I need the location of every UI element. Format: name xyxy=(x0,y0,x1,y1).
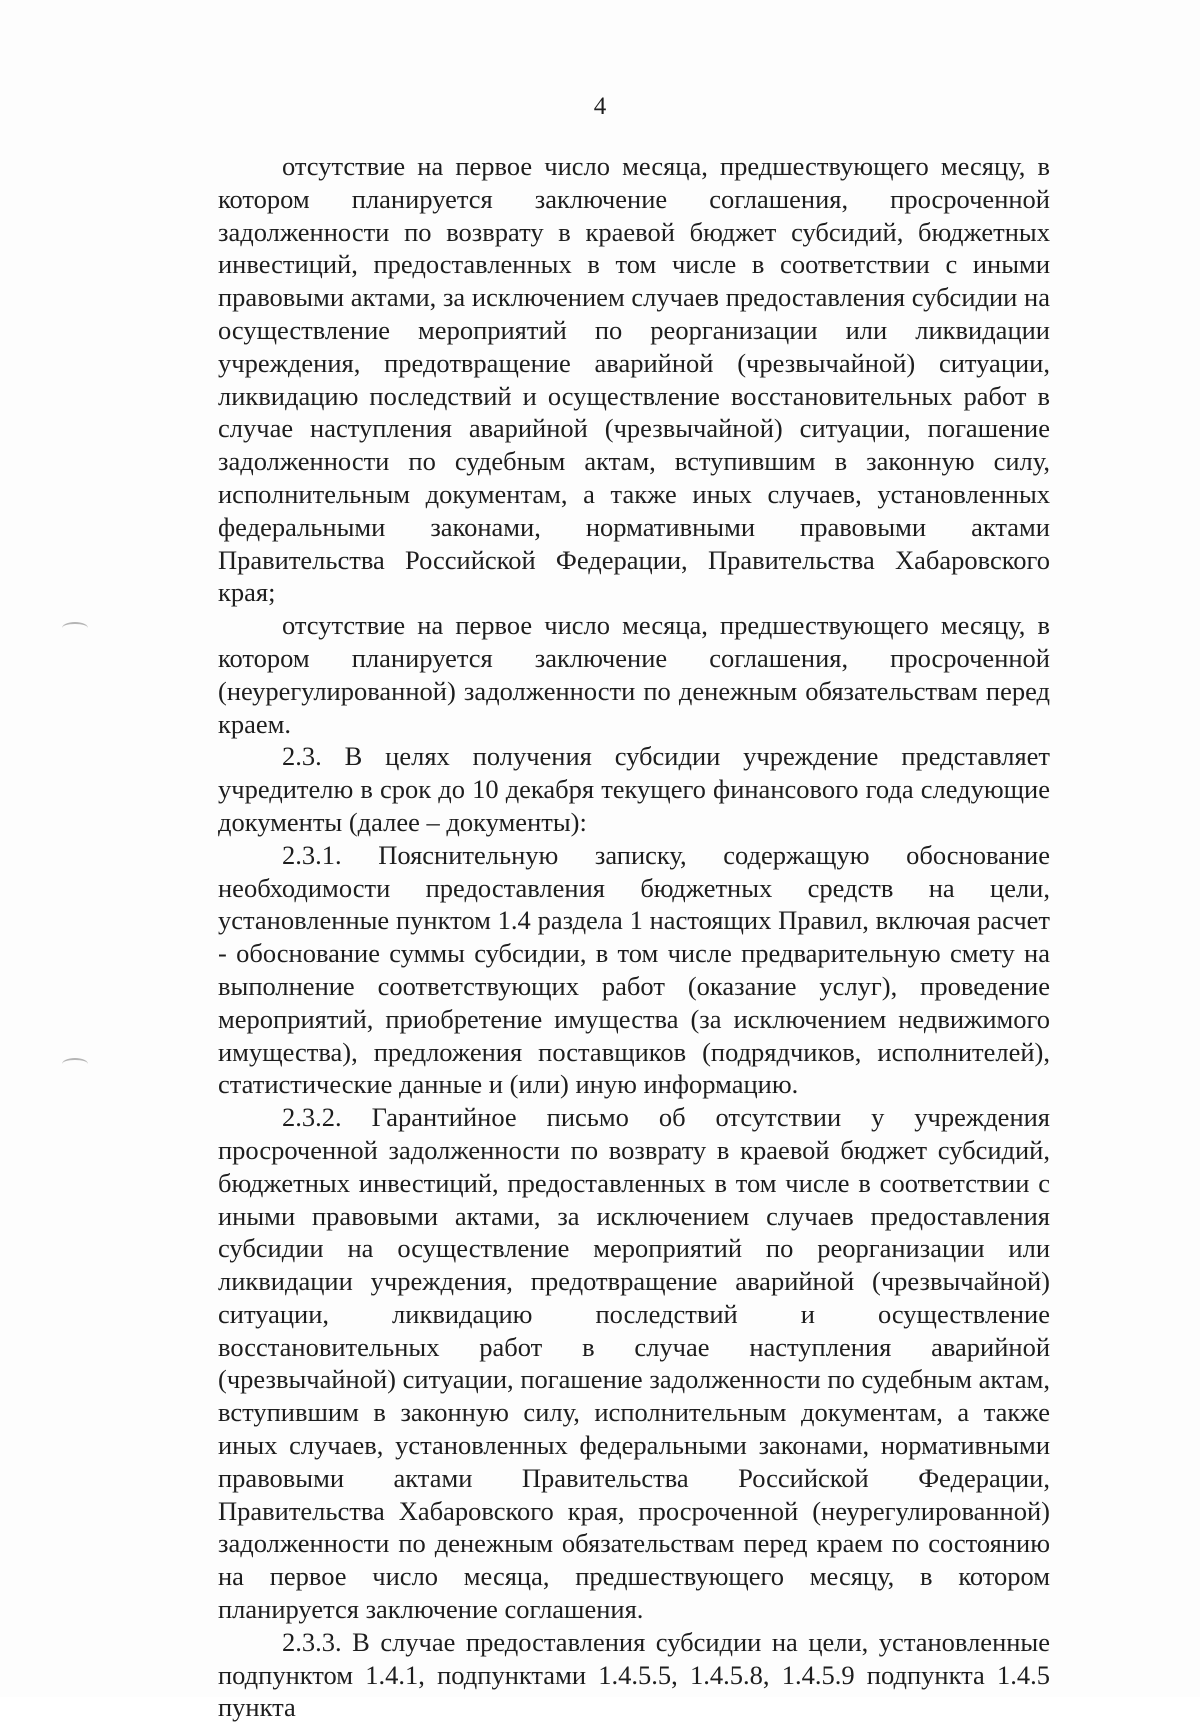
paragraph-2-3-3: 2.3.3. В случае предоставления субсидии на цели, установленные подпунктом 1.4.1, подпунктами 1.4.5.5, 1.4.5.8, 1.4.5.9 подпункта 1.4.5 пункта xyxy=(218,1626,1050,1723)
document-body xyxy=(218,150,1050,1724)
page-number: 4 xyxy=(593,93,607,120)
paragraph-no-debt-obligations: отсутствие на первое число месяца, предшествующего месяцу, в котором планируется заключение соглашения, просроченной (неурегулированной) задолженности по денежным обязательствам перед краем. xyxy=(218,610,1050,739)
scan-punch-mark xyxy=(62,1058,88,1070)
paragraph-2-3-1: 2.3.1. Пояснительную записку, содержащую обоснование необходимости предоставления бюджетных средств на цели, установленные пунктом 1.4 раздела 1 настоящих Правил, включая расчет - обоснование суммы субсидии, в том числе предварительную смету на выполнение соответствующих работ (оказание услуг), проведение мероприятий, приобретение имущества (за исключением недвижимого имущества), предложения поставщиков (подрядчиков, исполнителей), статистические данные и (или) иную информацию. xyxy=(218,839,1050,1100)
scan-punch-mark xyxy=(62,622,88,634)
paragraph-no-debt-subsidies: отсутствие на первое число месяца, предшествующего месяцу, в котором планируется заключение соглашения, просроченной задолженности по возврату в краевой бюджет субсидий, бюджетных инвестиций, предоставленных в том числе в соответствии с иными правовыми актами, за исключением случаев предоставления субсидии на осуществление мероприятий по реорганизации или ликвидации учреждения, предотвращение аварийной (чрезвычайной) ситуации, ликвидацию последствий и осуществление восстановительных работ в случае наступления аварийной (чрезвычайной) ситуации, погашение задолженности по судебным актам, вступившим в законную силу, исполнительным документам, а также иных случаев, установленных федеральными законами, нормативными правовыми актами Правительства Российской Федерации, Правительства Хабаровского края; xyxy=(218,151,1050,608)
paragraph-2-3-2: 2.3.2. Гарантийное письмо об отсутствии у учреждения просроченной задолженности по возврату в краевой бюджет субсидий, бюджетных инвестиций, предоставленных в том числе в соответствии с иными правовыми актами, за исключением случаев предоставления субсидии на осуществление мероприятий по реорганизации или ликвидации учреждения, предотвращение аварийной (чрезвычайной) ситуации, ликвидацию последствий и осуществление восстановительных работ в случае наступления аварийной (чрезвычайной) ситуации, погашение задолженности по судебным актам, вступившим в законную силу, исполнительным документам, а также иных случаев, установленных федеральными законами, нормативными правовыми актами Правительства Российской Федерации, Правительства Хабаровского края, просроченной (неурегулированной) задолженности по денежным обязательствам перед краем по состоянию на первое число месяца, предшествующего месяцу, в котором планируется заключение соглашения. xyxy=(218,1102,1050,1625)
paragraph-2-3: 2.3. В целях получения субсидии учреждение представляет учредителю в срок до 10 декабря текущего финансового года следующие документы (далее – документы): xyxy=(218,741,1050,837)
